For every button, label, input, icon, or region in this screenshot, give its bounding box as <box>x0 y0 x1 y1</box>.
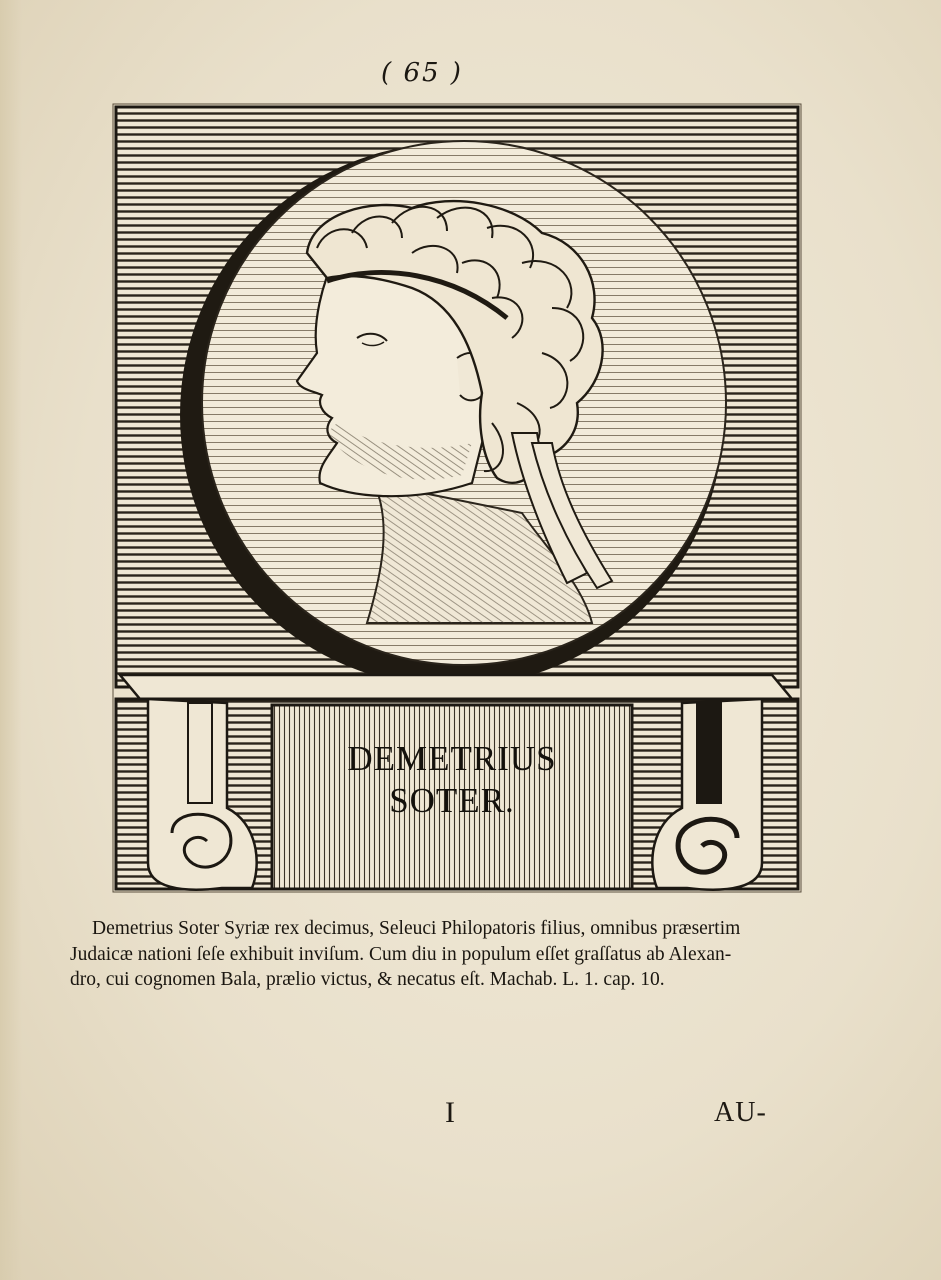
caption-paragraph <box>70 916 795 993</box>
inscription-name: DEMETRIUS <box>347 739 557 778</box>
page-number: ( 65 ) <box>381 58 463 88</box>
plate-inscription <box>272 738 632 822</box>
inscription-epithet: SOTER. <box>389 781 515 820</box>
catchword: AU- <box>714 1097 767 1128</box>
page-gutter-shadow <box>0 0 22 1280</box>
caption-line-2: Judaicæ nationi ſeſe exhibuit inviſum. Cum diu in populum eſſet graſſatus ab Alexan- <box>70 943 732 965</box>
caption-line-3: dro, cui cognomen Bala, prælio victus, & necatus eſt. Machab. L. 1. cap. 10. <box>70 969 665 990</box>
caption-line-1: Demetrius Soter Syriæ rex decimus, Seleuci Philopatoris filius, omnibus præsertim <box>92 918 741 939</box>
signature-mark: I <box>445 1096 455 1129</box>
